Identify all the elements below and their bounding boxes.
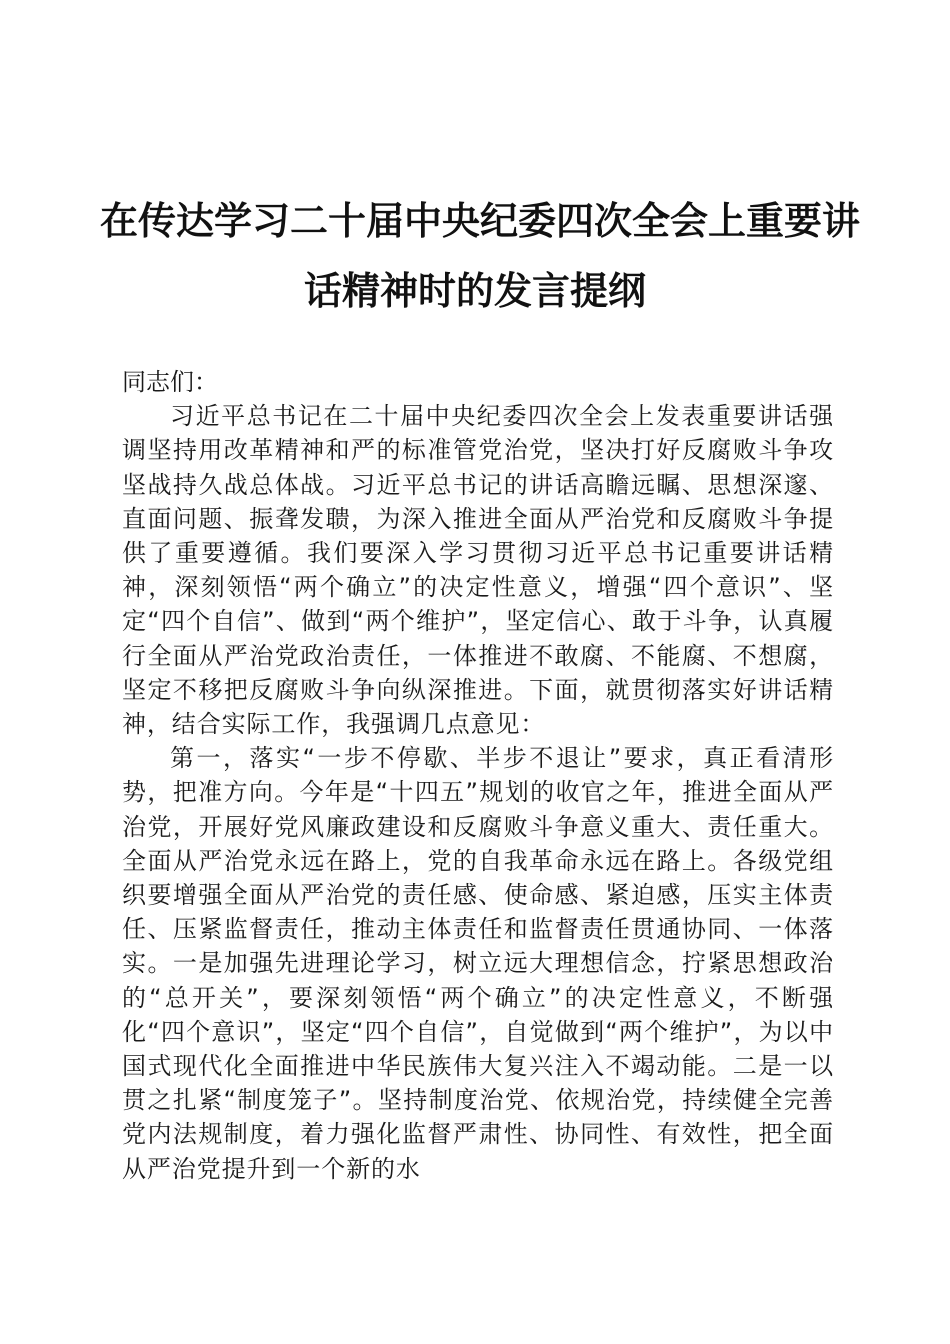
- salutation: 同志们：: [122, 368, 218, 396]
- document-title-line-2: 话精神时的发言提纲: [303, 268, 646, 313]
- paragraph-intro: 习近平总书记在二十届中央纪委四次全会上发表重要讲话强调坚持用改革精神和严的标准管党治党，坚决打好反腐败斗争攻坚战持久战总体战。习近平总书记的讲话高瞻远瞩、思想深邃、直面问题、振聋发聩，为深入推进全面从严治党和反腐败斗争提供了重要遵循。我们要深入学习贯彻习近平总书记重要讲话精神，深刻领悟“两个确立”的决定性意义，增强“四个意识”、坚定“四个自信”、做到“两个维护”，坚定信心、敢于斗争，认真履行全面从严治党政治责任，一体推进不敢腐、不能腐、不想腐，坚定不移把反腐败斗争向纵深推进。下面，就贯彻落实好讲话精神，结合实际工作，我强调几点意见：: [122, 402, 834, 739]
- paragraph-first-point: 第一，落实“一步不停歇、半步不退让”要求，真正看清形势，把准方向。今年是“十四五”规划的收官之年，推进全面从严治党，开展好党风廉政建设和反腐败斗争意义重大、责任重大。全面从严治党永远在路上，党的自我革命永远在路上。各级党组织要增强全面从严治党的责任感、使命感、紧迫感，压实主体责任、压紧监督责任，推动主体责任和监督责任贯通协同、一体落实。一是加强先进理论学习，树立远大理想信念，拧紧思想政治的“总开关”，要深刻领悟“两个确立”的决定性意义，不断强化“四个意识”，坚定“四个自信”，自觉做到“两个维护”，为以中国式现代化全面推进中华民族伟大复兴注入不竭动能。二是一以贯之扎紧“制度笼子”。坚持制度治党、依规治党，持续健全完善党内法规制度，着力强化监督严肃性、协同性、有效性，把全面从严治党提升到一个新的水: [122, 744, 834, 1183]
- document-title-line-1: 在传达学习二十届中央纪委四次全会上重要讲: [100, 198, 861, 243]
- document-body: [122, 365, 834, 1186]
